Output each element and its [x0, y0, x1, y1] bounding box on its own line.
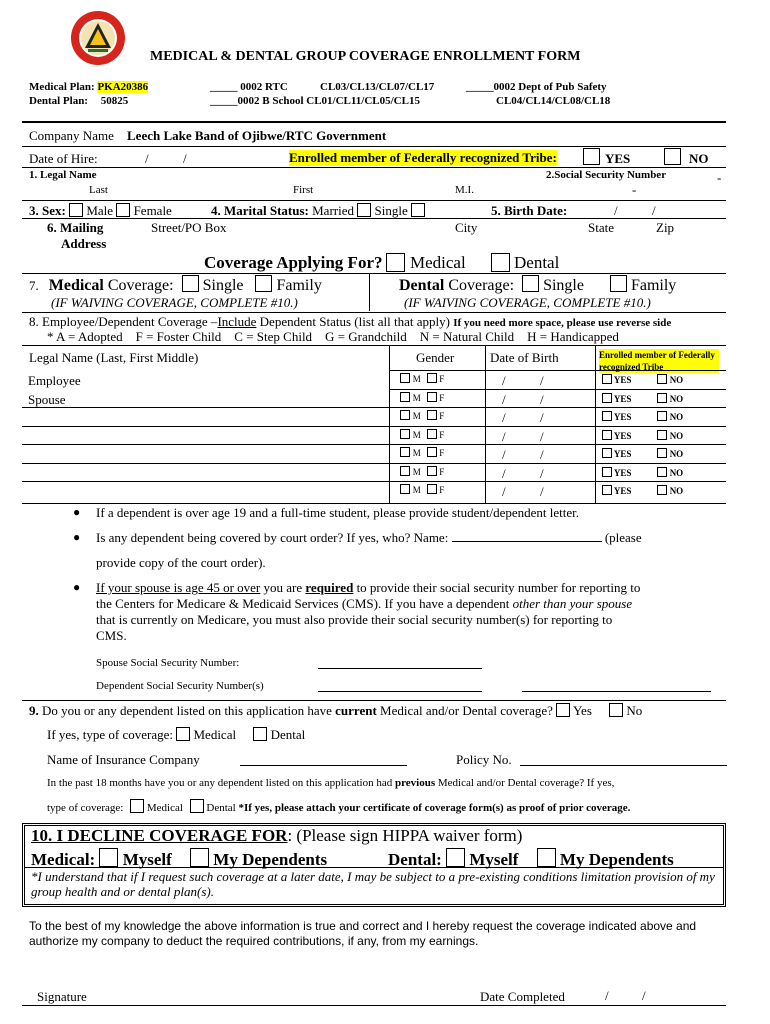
- divider: [22, 218, 726, 219]
- tribe-no-label: NO: [669, 449, 684, 459]
- male-label: Male: [86, 203, 114, 218]
- tribe-no-checkbox[interactable]: [657, 411, 667, 421]
- prev-text-a: In the past 18 months have you or any dependent listed on this application had: [47, 777, 395, 789]
- section9-yes-label: Yes: [572, 703, 592, 718]
- male-letter: M: [412, 374, 421, 384]
- section8-text-a: Employee/Dependent Coverage –: [42, 314, 218, 329]
- male-checkbox[interactable]: [400, 447, 410, 457]
- prev-dental-checkbox[interactable]: [190, 799, 204, 813]
- dependent-table: [22, 345, 726, 504]
- policy-label: Policy No.: [456, 752, 512, 767]
- sex-row: [29, 203, 172, 219]
- divider: [22, 273, 726, 274]
- row-name[interactable]: Spouse: [28, 391, 66, 407]
- dental-plan-label: [29, 95, 128, 107]
- dob-slash: /: [540, 447, 544, 462]
- medical-coverage-row: [29, 275, 322, 295]
- medical-single-checkbox[interactable]: [182, 275, 199, 292]
- tribe-yes-checkbox[interactable]: [583, 148, 600, 165]
- tribe-label: Enrolled member of Federally recognized Tribe:: [289, 150, 557, 165]
- zip-label: Zip: [656, 220, 675, 235]
- header-tribe: Enrolled member of Federally recognized Tribe: [599, 349, 719, 373]
- date-slash: /: [605, 988, 609, 1003]
- row-tribe: [602, 430, 683, 441]
- first-name-label: First: [293, 184, 314, 196]
- legal-name-label: 1. Legal Name: [29, 169, 97, 181]
- section9-num: 9.: [29, 703, 39, 718]
- dob-slash: /: [502, 391, 506, 407]
- section9-text-b: Medical and/or Dental coverage?: [376, 703, 553, 718]
- marital-row: [211, 203, 425, 219]
- dob-slash: /: [540, 428, 544, 444]
- section10-title: [31, 826, 522, 846]
- row-divider: [22, 407, 726, 408]
- ssn-label: 2.Social Security Number: [546, 169, 667, 181]
- dental-coverage-row: [399, 275, 676, 295]
- company-label: Company Name: [29, 128, 114, 143]
- female-checkbox[interactable]: [427, 466, 437, 476]
- dob-slash: /: [502, 410, 506, 425]
- tribe-no-checkbox[interactable]: [657, 485, 667, 495]
- divider: [25, 867, 723, 868]
- single-label: Single: [374, 203, 408, 218]
- tribe-yes-checkbox[interactable]: [602, 374, 612, 384]
- bullet-cms-line3: that is currently on Medicare, you must also provide their social security number(s) for reporting to: [96, 612, 613, 627]
- last-name-label: Last: [89, 184, 108, 196]
- medical-coverage-bold: Medical: [48, 277, 104, 294]
- dob-slash: /: [540, 373, 544, 388]
- row-divider: [389, 370, 726, 371]
- dental-single-checkbox[interactable]: [522, 275, 539, 292]
- birth-label: 5. Birth Date:: [491, 203, 568, 218]
- row-gender: [400, 466, 444, 478]
- married-label: Married: [312, 203, 354, 218]
- section9-no-checkbox[interactable]: [609, 703, 623, 717]
- signature-label: Signature: [37, 989, 87, 1004]
- section9-dental-label: Dental: [270, 727, 306, 742]
- insurer-label: Name of Insurance Company: [47, 752, 200, 767]
- row-gender: [400, 410, 444, 422]
- row-divider: [22, 426, 726, 427]
- male-checkbox[interactable]: [69, 203, 83, 217]
- row-divider: [22, 481, 726, 482]
- row-divider: [389, 389, 726, 390]
- female-checkbox[interactable]: [116, 203, 130, 217]
- section10-dental-label: Dental:: [388, 850, 442, 869]
- date-completed-label: Date Completed: [480, 989, 565, 1004]
- prev-dental-label: Dental: [206, 802, 236, 814]
- decline-dental-deps-label: My Dependents: [559, 850, 674, 869]
- section10-note: *I understand that if I request such coverage at a later date, I may be subject to a pre-existing conditions limitation provision of my group health and or dental plan(s).: [31, 869, 715, 899]
- row-tribe: [602, 374, 683, 385]
- tribe-yes-checkbox[interactable]: [602, 485, 612, 495]
- male-checkbox[interactable]: [400, 484, 410, 494]
- tribe-yes-checkbox[interactable]: [602, 411, 612, 421]
- dental-coverage-label: Coverage:: [444, 277, 515, 294]
- tribe-yes-label: YES: [605, 151, 631, 166]
- decline-dental-myself-checkbox[interactable]: [446, 848, 465, 867]
- medical-single-label: Single: [202, 277, 244, 294]
- section9-question: [29, 703, 642, 719]
- female-letter: F: [439, 448, 445, 458]
- section9-yes-checkbox[interactable]: [556, 703, 570, 717]
- hire-slash: /: [183, 151, 187, 166]
- ssn-dash: -: [717, 170, 722, 185]
- tribe-no-label: NO: [669, 412, 684, 422]
- divider: [22, 312, 726, 313]
- bullet-student: If a dependent is over age 19 and a full-time student, please provide student/dependent letter.: [96, 505, 580, 520]
- tribe-no-label: NO: [669, 430, 684, 441]
- bullet-cms-line4: CMS.: [96, 628, 127, 643]
- dependent-codes: * A = Adopted F = Foster Child C = Step Child G = Grandchild N = Natural Child H = Handicapped: [47, 329, 619, 344]
- male-letter: M: [412, 411, 421, 421]
- male-checkbox[interactable]: [400, 466, 410, 476]
- tribal-seal-logo: [70, 10, 126, 66]
- tribe-yes-label: YES: [613, 430, 632, 441]
- signature-line[interactable]: [22, 1005, 726, 1006]
- tribe-no-checkbox[interactable]: [657, 393, 667, 403]
- row-gender: [400, 484, 444, 496]
- rtc-classes: CL03/CL13/CL07/CL17: [320, 81, 435, 93]
- decline-medical-myself-checkbox[interactable]: [99, 848, 118, 867]
- tribe-no-checkbox[interactable]: [664, 148, 681, 165]
- male-checkbox[interactable]: [400, 429, 410, 439]
- birth-slash: /: [652, 203, 656, 218]
- tribe-no-label: NO: [689, 151, 709, 166]
- mailing-label: 6. Mailing: [47, 220, 104, 235]
- header-gender: Gender: [416, 350, 455, 365]
- spouse-ssn-label: Spouse Social Security Number:: [96, 657, 240, 669]
- sex-label: 3. Sex:: [29, 203, 66, 218]
- tribe-no-checkbox[interactable]: [657, 467, 667, 477]
- female-letter: F: [439, 392, 445, 403]
- female-checkbox[interactable]: [427, 410, 437, 420]
- medical-plan-label: [29, 81, 148, 93]
- married-checkbox[interactable]: [357, 203, 371, 217]
- section8-num: 8.: [29, 314, 39, 329]
- prev-text-previous: previous: [394, 777, 436, 789]
- dental-plan-label-text: Dental Plan:: [29, 95, 88, 107]
- row-gender: [400, 392, 444, 404]
- dependent-ssn-field[interactable]: [318, 691, 482, 692]
- dental-family-checkbox[interactable]: [610, 275, 627, 292]
- bullet-spouse-45: [96, 580, 640, 596]
- coverage-dental-label: Dental: [514, 253, 560, 272]
- section10-title-bold: 10. I DECLINE COVERAGE FOR: [31, 826, 288, 845]
- female-letter: F: [439, 374, 445, 384]
- decline-medical-deps-label: My Dependents: [213, 850, 328, 869]
- tribe-yes-label: YES: [613, 375, 632, 385]
- spouse-45-underlined: If your spouse is age 45 or over: [96, 580, 261, 595]
- prev-type-row: [47, 799, 630, 814]
- section8-note: If you need more space, please use reverse side: [453, 317, 672, 329]
- coverage-medical-checkbox[interactable]: [386, 253, 405, 272]
- divider: [22, 121, 726, 123]
- mailing-label-2: Address: [61, 236, 107, 251]
- medical-plan-value: PKA20386: [97, 81, 149, 93]
- marital-label: 4. Marital Status:: [211, 203, 309, 218]
- tribe-yes-label: YES: [613, 486, 632, 496]
- decline-medical-deps-checkbox[interactable]: [190, 848, 209, 867]
- medical-family-checkbox[interactable]: [255, 275, 272, 292]
- bullet-cms-line2: [96, 596, 632, 612]
- row-tribe: [602, 485, 683, 496]
- decline-medical-myself-label: Myself: [122, 850, 172, 869]
- date-slash: /: [642, 988, 646, 1003]
- male-letter: M: [412, 392, 421, 403]
- pubsafety-classes: CL04/CL14/CL08/CL18: [496, 95, 611, 107]
- tribe-yes-label: YES: [613, 467, 632, 478]
- medical-coverage-num: 7.: [29, 278, 39, 293]
- cms-line2-text: the Centers for Medicare & Medicaid Services (CMS). If you have a dependent: [96, 596, 513, 611]
- tribe-no-checkbox[interactable]: [657, 374, 667, 384]
- coverage-title: Coverage Applying For?: [204, 253, 383, 272]
- prev-attach-note: *If yes, please attach your certificate of coverage form(s) as proof of prior coverage.: [238, 802, 631, 814]
- divider: [369, 273, 370, 311]
- female-letter: F: [439, 411, 445, 421]
- section9-type-row: [47, 727, 305, 743]
- section9-current: current: [335, 703, 377, 718]
- male-checkbox[interactable]: [400, 392, 410, 402]
- divider: [22, 200, 726, 201]
- tribe-no-checkbox[interactable]: [657, 448, 667, 458]
- state-label: State: [588, 220, 614, 235]
- attestation-text: To the best of my knowledge the above information is true and correct and I hereby request the coverage indicated above and authorize my company to deduct the required contributions, if any, from my earnings.: [29, 919, 697, 948]
- decline-dental-deps-checkbox[interactable]: [537, 848, 556, 867]
- dob-slash: /: [540, 391, 544, 407]
- prev-medical-checkbox[interactable]: [130, 799, 144, 813]
- male-letter: M: [412, 485, 421, 495]
- single-checkbox[interactable]: [411, 203, 425, 217]
- spouse-45-text-b: to provide their social security number for reporting to: [353, 580, 641, 595]
- divider: [22, 700, 726, 701]
- divider: [22, 146, 726, 147]
- coverage-dental-checkbox[interactable]: [491, 253, 510, 272]
- tribe-yes-checkbox[interactable]: [602, 430, 612, 440]
- city-label: City: [455, 220, 478, 235]
- male-letter: M: [412, 466, 421, 477]
- tribe-yes-checkbox[interactable]: [602, 393, 612, 403]
- tribe-yes-label: YES: [613, 449, 632, 459]
- prev-medical-label: Medical: [146, 802, 183, 814]
- row-name[interactable]: Employee: [28, 373, 81, 388]
- cms-line2-italic: other than your spouse: [512, 596, 633, 611]
- section10-title-rest: : (Please sign HIPPA waiver form): [287, 826, 523, 845]
- dental-plan-value: 50825: [100, 95, 129, 107]
- male-letter: M: [412, 448, 421, 458]
- female-checkbox[interactable]: [427, 373, 437, 383]
- medical-coverage-label: Coverage:: [103, 277, 174, 294]
- female-letter: F: [439, 466, 445, 477]
- court-order-name-field[interactable]: [452, 530, 602, 542]
- section9-type-label: If yes, type of coverage:: [47, 727, 173, 742]
- female-label: Female: [133, 203, 172, 218]
- prev-coverage-question: [47, 777, 614, 789]
- bullet-dot: ●: [73, 530, 81, 544]
- tribe-no-label: NO: [669, 375, 684, 385]
- dob-slash: /: [502, 447, 506, 462]
- tribe-yes-label: YES: [613, 412, 632, 422]
- header-name: Legal Name (Last, First Middle): [29, 350, 199, 365]
- row-gender: [400, 447, 444, 459]
- tribe-no-label: NO: [669, 486, 684, 496]
- female-letter: F: [439, 485, 445, 495]
- dob-slash: /: [540, 410, 544, 425]
- row-tribe: [602, 393, 683, 404]
- tribal-seal-icon: [70, 10, 126, 66]
- mi-label: M.I.: [455, 184, 474, 196]
- female-checkbox[interactable]: [427, 447, 437, 457]
- medical-waive-note: (IF WAIVING COVERAGE, COMPLETE #10.): [51, 295, 298, 310]
- dob-slash: /: [502, 484, 506, 499]
- pubsafety-line: _____0002 Dept of Pub Safety: [466, 81, 607, 93]
- decline-dental-myself-label: Myself: [469, 850, 519, 869]
- female-letter: F: [439, 429, 445, 440]
- male-letter: M: [412, 429, 421, 440]
- male-checkbox[interactable]: [400, 373, 410, 383]
- divider: [22, 167, 726, 168]
- row-tribe: [602, 467, 683, 478]
- dependent-ssn-label: Dependent Social Security Number(s): [96, 680, 264, 692]
- header-dob: Date of Birth: [490, 350, 559, 365]
- insurer-field[interactable]: [240, 765, 407, 766]
- tribe-no-checkbox[interactable]: [657, 430, 667, 440]
- rtc-line: _____ 0002 RTC: [210, 81, 288, 93]
- female-checkbox[interactable]: [427, 484, 437, 494]
- row-gender: [400, 429, 444, 441]
- row-gender: [400, 373, 444, 385]
- tribe-no-label: NO: [669, 393, 684, 404]
- court-order-please: (please: [604, 530, 642, 545]
- table-row: [22, 483, 726, 502]
- tribe-no-label: NO: [669, 467, 684, 478]
- bullet-dot: ●: [73, 580, 81, 594]
- dob-slash: /: [502, 465, 506, 481]
- dental-family-label: Family: [630, 277, 677, 294]
- section8-text-b: Dependent Status (list all that apply): [256, 314, 450, 329]
- prev-type-label: type of coverage:: [47, 802, 124, 814]
- court-order-copy: provide copy of the court order).: [96, 555, 266, 570]
- medical-plan-label-text: Medical Plan:: [29, 81, 95, 93]
- section10-medical-label: Medical:: [31, 850, 96, 869]
- hire-label: Date of Hire:: [29, 151, 98, 166]
- prev-text-c: Medical and/or Dental coverage? If yes,: [435, 777, 615, 789]
- spouse-45-text-a: you are: [260, 580, 306, 595]
- dental-coverage-bold: Dental: [399, 277, 445, 294]
- row-divider: [22, 444, 726, 445]
- spouse-45-required: required: [305, 580, 354, 595]
- ssn-dash: -: [632, 182, 637, 197]
- section8-heading: [29, 314, 671, 330]
- spouse-ssn-field[interactable]: [318, 668, 482, 669]
- street-label: Street/PO Box: [151, 220, 227, 235]
- tribe-yes-checkbox[interactable]: [602, 448, 612, 458]
- section9-dental-checkbox[interactable]: [253, 727, 267, 741]
- row-tribe: [602, 448, 683, 459]
- male-checkbox[interactable]: [400, 410, 410, 420]
- section9-no-label: No: [626, 703, 643, 718]
- female-checkbox[interactable]: [427, 392, 437, 402]
- dependent-ssn-field-2[interactable]: [522, 691, 711, 692]
- medical-family-label: Family: [276, 277, 322, 294]
- dob-slash: /: [502, 373, 506, 388]
- section9-medical-checkbox[interactable]: [176, 727, 190, 741]
- court-order-text: Is any dependent being covered by court order? If yes, who? Name:: [96, 530, 449, 545]
- company-value: Leech Lake Band of Ojibwe/RTC Government: [127, 128, 387, 143]
- tribe-yes-checkbox[interactable]: [602, 467, 612, 477]
- dob-slash: /: [502, 428, 506, 444]
- tribe-yes-label: YES: [613, 393, 632, 404]
- section8-include: Include: [217, 314, 257, 329]
- dob-slash: /: [540, 484, 544, 499]
- bullet-court-order: [96, 530, 642, 546]
- dental-single-label: Single: [543, 277, 584, 294]
- hire-slash: /: [145, 151, 149, 166]
- female-checkbox[interactable]: [427, 429, 437, 439]
- dental-waive-note: (IF WAIVING COVERAGE, COMPLETE #10.): [404, 295, 651, 310]
- policy-field[interactable]: [520, 765, 727, 766]
- bschool-line: _____0002 B School CL01/CL11/CL05/CL15: [210, 95, 420, 107]
- bullet-dot: ●: [73, 505, 81, 519]
- form-title: MEDICAL & DENTAL GROUP COVERAGE ENROLLMENT FORM: [150, 49, 581, 64]
- birth-slash: /: [614, 203, 618, 218]
- coverage-medical-label: Medical: [410, 253, 466, 272]
- row-divider: [22, 463, 726, 464]
- section9-medical-label: Medical: [193, 727, 237, 742]
- dob-slash: /: [540, 465, 544, 481]
- section9-text-a: Do you or any dependent listed on this application have: [42, 703, 336, 718]
- row-tribe: [602, 411, 683, 422]
